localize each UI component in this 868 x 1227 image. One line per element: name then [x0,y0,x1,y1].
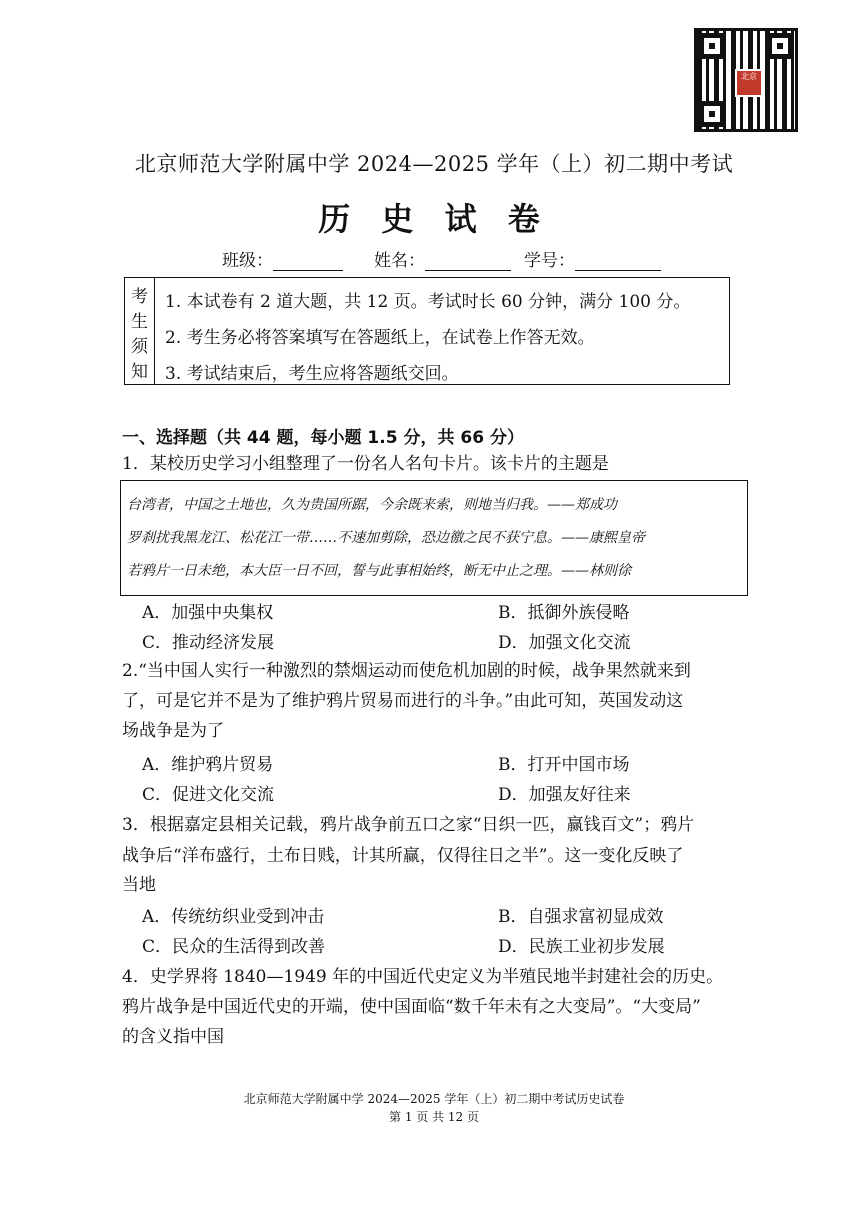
question-2-stem-line: 场战争是为了 [122,721,224,741]
question-1-stem: 1．某校历史学习小组整理了一份名人名句卡片。该卡片的主题是 [122,454,609,474]
q3-option-a: A．传统纺织业受到冲击 [142,907,325,927]
page-number: 第 1 页 共 12 页 [389,1110,479,1124]
question-4-stem-line: 的含义指中国 [122,1027,224,1047]
name-field [374,246,511,271]
q2-option-d: D．加强友好往来 [498,785,631,805]
q2-option-b: B．打开中国市场 [498,755,630,775]
name-blank [425,252,511,271]
q3-option-d: D．民族工业初步发展 [498,937,665,957]
notice-heading [125,278,155,384]
q2-option-c: C．促进文化交流 [142,785,275,805]
student-id-field [524,246,661,271]
question-3-stem-line: 3．根据嘉定县相关记载，鸦片战争前五口之家“日织一匹，赢钱百文”；鸦片 [122,815,695,835]
question-4-stem-line: 鸦片战争是中国近代史的开端，使中国面临“数千年未有之大变局”。“大变局” [122,997,701,1017]
q1-option-a: A．加强中央集权 [142,603,274,623]
notice-item: 1. 本试卷有 2 道大题，共 12 页。考试时长 60 分钟，满分 100 分。 [165,292,691,312]
qr-finder-top-left [699,33,725,59]
q2-option-a: A．维护鸦片贸易 [142,755,274,775]
notice-heading-char: 须 [131,337,148,357]
notice-heading-char: 生 [131,312,148,332]
qr-logo: 北京 [735,69,763,97]
section-heading: 一、选择题（共 44 题，每小题 1.5 分，共 66 分） [122,428,524,448]
notice-heading-char: 知 [131,362,148,382]
quote-card [120,480,748,596]
class-blank [273,252,343,271]
q3-option-c: C．民众的生活得到改善 [142,937,326,957]
question-3-stem-line: 当地 [122,875,156,895]
question-3-stem-line: 战争后“洋布盛行，土布日贱，计其所赢，仅得往日之半”。这一变化反映了 [122,846,684,866]
quote-line: 若鸦片一日未绝，本大臣一日不回，誓与此事相始终，断无中止之理。——林则徐 [127,563,631,579]
q3-option-b: B．自强求富初显成效 [498,907,664,927]
notice-heading-char: 考 [131,287,148,307]
notice-item: 3. 考试结束后，考生应将答题纸交回。 [165,364,459,384]
quote-line: 台湾者，中国之土地也，久为贵国所踞，今余既来索，则地当归我。——郑成功 [127,497,617,513]
q1-option-d: D．加强文化交流 [498,633,631,653]
school-title: 北京师范大学附属中学 2024—2025 学年（上）初二期中考试 [134,152,734,176]
student-id-label: 学号： [524,251,575,271]
class-label: 班级： [222,251,273,271]
qr-code [694,28,798,132]
question-4-stem-line: 4．史学界将 1840—1949 年的中国近代史定义为半殖民地半封建社会的历史。 [122,967,724,987]
qr-finder-bottom-left [699,101,725,127]
question-2-stem-line: 2.“当中国人实行一种激烈的禁烟运动而使危机加剧的时候，战争果然就来到 [122,661,691,681]
notice-items [165,284,721,392]
quote-line: 罗刹扰我黑龙江、松花江一带……不速加剪除，恐边徼之民不获宁息。——康熙皇帝 [127,530,645,546]
class-field [222,246,343,271]
question-2-stem-line: 了，可是它并不是为了维护鸦片贸易而进行的斗争。”由此可知，英国发动这 [122,691,684,711]
qr-finder-top-right [767,33,793,59]
exam-notice-box [124,277,730,385]
name-label: 姓名： [374,251,425,271]
student-id-blank [575,252,661,271]
q1-option-b: B．抵御外族侵略 [498,603,630,623]
notice-item: 2. 考生务必将答案填写在答题纸上，在试卷上作答无效。 [165,328,595,348]
exam-title: 历 史 试 卷 [318,200,550,238]
q1-option-c: C．推动经济发展 [142,633,275,653]
footer-title: 北京师范大学附属中学 2024—2025 学年（上）初二期中考试历史试卷 [243,1092,625,1106]
